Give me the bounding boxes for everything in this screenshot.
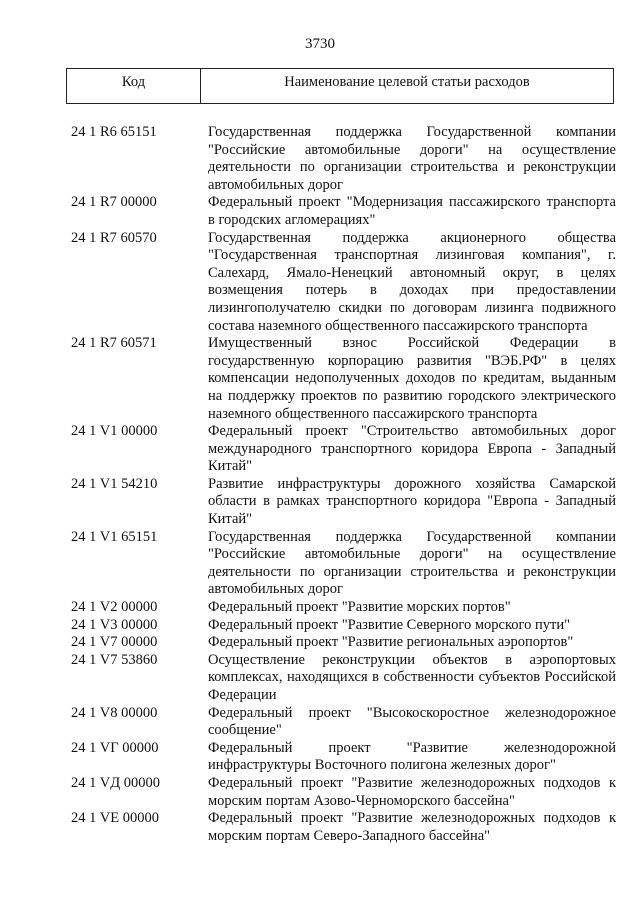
row-name: Государственная поддержка акционерного общества "Государственная транспортная лизинговая компания", г. Салехард, Ямало-Ненецкий автономный округ, в целях возмещения потерь в доходах при предоставлении лизингополучателю скидки по договорам лизинга подвижного состава наземного общественного пассажирского транспорта xyxy=(208,229,616,334)
row-name: Федеральный проект "Развитие железнодорожной инфраструктуры Восточного полигона железных дорог" xyxy=(208,739,616,774)
table-row xyxy=(0,423,640,476)
row-code: 24 1 V1 65151 xyxy=(71,528,158,545)
row-code: 24 1 V8 00000 xyxy=(71,704,158,721)
row-code: 24 1 R6 65151 xyxy=(71,124,157,140)
row-name: Федеральный проект "Развитие региональных аэропортов" xyxy=(208,634,574,651)
row-code: 24 1 R7 60571 xyxy=(71,335,157,352)
table-row xyxy=(0,230,640,336)
header-name: Наименование целевой статьи расходов xyxy=(284,74,530,90)
row-name: Развитие инфраструктуры дорожного хозяйства Самарской области в рамках транспортного коридора "Европа - Западный Китай" xyxy=(208,475,616,528)
row-code: 24 1 R7 60570 xyxy=(71,229,157,246)
table-row xyxy=(0,634,640,652)
table-row xyxy=(0,194,640,229)
table-row xyxy=(0,617,640,635)
row-code: 24 1 VE 00000 xyxy=(71,810,159,827)
row-code: 24 1 R7 00000 xyxy=(71,194,157,211)
row-name: Федеральный проект "Развитие Северного морского пути" xyxy=(208,616,571,633)
row-code: 24 1 VГ 00000 xyxy=(71,739,159,756)
table-row xyxy=(0,652,640,705)
row-name: Федеральный проект "Развитие железнодорожных подходов к морским портам Азово-Черноморского бассейна" xyxy=(208,774,616,809)
row-code: 24 1 V7 53860 xyxy=(71,651,158,668)
row-name: Федеральный проект "Развитие железнодорожных подходов к морским портам Северо-Западного бассейна" xyxy=(208,810,616,844)
row-name: Государственная поддержка Государственной компании "Российские автомобильные дороги" на осуществление деятельности по организации строительства и реконструкции автомобильных дорог xyxy=(208,124,616,193)
row-name: Федеральный проект "Модернизация пассажирского транспорта в городских агломерациях" xyxy=(208,194,616,228)
row-name: Имущественный взнос Российской Федерации в государственную корпорацию развития "ВЭБ.РФ" в целях компенсации недополученных доходов по кредитам, выданным на поддержку проектов по развитию городского электрического наземного общественного пассажирского транспорта xyxy=(208,335,616,422)
row-name: Осуществление реконструкции объектов в аэропортовых комплексах, находящихся в собственности субъектов Российской Федерации xyxy=(208,651,616,703)
table-header xyxy=(66,68,614,104)
table-body xyxy=(0,124,640,845)
row-name: Федеральный проект "Строительство автомобильных дорог международного транспортного коридора Европа - Западный Китай" xyxy=(208,423,616,475)
table-row xyxy=(0,335,640,423)
table-row xyxy=(0,810,640,845)
row-code: 24 1 V3 00000 xyxy=(71,616,158,633)
table-row xyxy=(0,529,640,599)
page-number: 3730 xyxy=(305,36,335,52)
row-name: Государственная поддержка Государственной компании "Российские автомобильные дороги" на осуществление деятельности по организации строительства и реконструкции автомобильных дорог xyxy=(208,528,616,598)
row-name: Федеральный проект "Высокоскоростное железнодорожное сообщение" xyxy=(208,704,616,739)
row-code: 24 1 V1 54210 xyxy=(71,475,158,492)
table-row xyxy=(0,124,640,194)
table-row xyxy=(0,599,640,617)
row-code: 24 1 V2 00000 xyxy=(71,599,158,616)
table-row xyxy=(0,740,640,775)
table-row xyxy=(0,705,640,740)
row-name: Федеральный проект "Развитие морских портов" xyxy=(208,599,511,616)
row-code: 24 1 V1 00000 xyxy=(71,423,158,440)
table-row xyxy=(0,775,640,810)
table-row xyxy=(0,476,640,529)
header-code: Код xyxy=(67,69,201,103)
row-code: 24 1 VД 00000 xyxy=(71,774,160,791)
row-code: 24 1 V7 00000 xyxy=(71,634,158,651)
